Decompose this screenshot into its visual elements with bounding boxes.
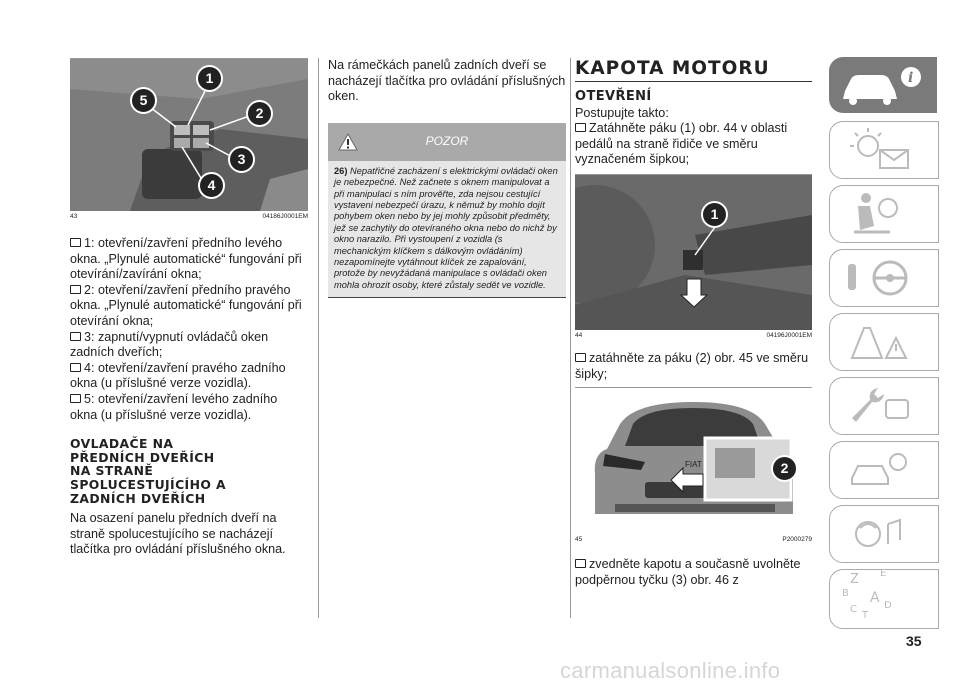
checkbox-bullet-icon [70,332,81,341]
tab-road-hazard[interactable] [829,313,939,371]
steering-wheel-icon [830,250,938,306]
checkbox-bullet-icon [575,353,586,362]
intro-text: Postupujte takto: [575,105,669,120]
pedal-area-drawing [575,175,812,330]
brand-logo: FIAT [685,460,702,470]
tab-car-info[interactable] [829,57,937,113]
column-1 [70,58,308,558]
warning-header [328,123,566,161]
tab-multimedia[interactable] [829,505,939,563]
svg-text:i: i [908,70,914,86]
watermark: carmanualsonline.info [560,658,781,683]
airbag-seat-icon [830,186,938,242]
tab-car-spec[interactable] [829,441,939,499]
figure-code: 04196J0001EM [766,331,812,339]
figure-43-photo [70,58,308,211]
checkbox-bullet-icon [575,559,586,568]
list-item: 2: otevření/zavření předního pravého okna. „Plynulé automatické“ fungování při otevírání okna; [70,282,302,328]
checkbox-bullet-icon [70,238,81,247]
figure-45-caption [575,536,812,543]
figure-code: 04186J0001EM [262,213,308,220]
callout-1: 1 [196,65,223,92]
figure-code: P2000279 [782,536,812,544]
section-heading: OVLADAČE NA PŘEDNÍCH DVEŘÍCH NA STRANĚ SPOLUCESTUJÍCÍHO A ZADNÍCH DVEŘÍCH [70,436,226,506]
car-info-icon [829,57,937,113]
callout-5: 5 [130,87,157,114]
list-item: 5: otevření/zavření levého zadního okna (u příslušné verze vozidla). [70,391,278,422]
column-2 [328,58,566,298]
figure-number: 43 [70,213,78,220]
door-panel-drawing [70,59,308,211]
figure-number: 44 [575,331,583,339]
figure-44-photo [575,174,812,330]
callout-2: 2 [246,100,273,127]
callout-4: 4 [198,172,225,199]
tab-airbag-seat[interactable] [829,185,939,243]
car-spec-icon [830,442,938,498]
checkbox-bullet-icon [70,394,81,403]
title-rule [575,81,812,82]
road-hazard-icon [830,314,938,370]
wrench-service-icon [830,378,938,434]
checkbox-bullet-icon [70,363,81,372]
list-item: 4: otevření/zavření pravého zadního okna (u příslušné verze vozidla). [70,360,286,391]
callout-1: 1 [701,201,728,228]
callout-2: 2 [771,455,798,482]
column-divider [570,58,571,618]
subsection-title: OTEVŘENÍ [575,89,652,104]
tab-steering[interactable] [829,249,939,307]
warning-title: POZOR [425,133,469,148]
multimedia-icon [830,506,938,562]
figure-44-caption [575,332,812,339]
callout-3: 3 [228,146,255,173]
intro-paragraph: Na rámečkách panelů zadních dveří se nacházejí tlačítka pro ovládání příslušných oken. [328,58,566,104]
list-item: 3: zapnutí/vypnutí ovládačů oken zadních dveřích; [70,329,269,360]
figure-45-photo [575,394,812,534]
warning-number: 26) [334,165,348,176]
tab-service[interactable] [829,377,939,435]
list-item: zatáhněte za páku (2) obr. 45 ve směru šipky; [575,350,809,381]
list-item: 1: otevření/zavření předního levého okna. „Plynulé automatické“ fungování při otevírání/zavírání okna; [70,236,302,282]
chapter-title: KAPOTA MOTORU [575,58,770,79]
warning-lights-icon [830,122,938,178]
column-3 [575,58,812,588]
checkbox-bullet-icon [575,123,586,132]
figure-43-caption [70,213,308,220]
section-paragraph: Na osazení panelu předních dveří na straně spolucestujícího se nacházejí tlačítka pro ovládání příslušného okna. [70,511,286,557]
tab-index[interactable] [829,569,939,629]
list-item: Zatáhněte páku (1) obr. 44 v oblasti pedálů na straně řidiče ve směru vyznačeném šipkou; [575,121,788,167]
figure-rule [575,387,812,388]
warning-text: 26) Nepatřičné zacházení s elektrickými ovládači oken je nebezpečné. Než začnete s oknem manipulovat a při manipulaci s ním prověřte, zda nejsou cestující vystaveni nebezpečí úrazu, k němuž by mohlo dojít pohybem oken nebo by jej mohly způsobit předměty, jež se zachytily do otevíraného okna nebo do nichž by okno narazilo. Při vystoupení z vozidla (s mechanickým klíčkem s dálkovým ovládáním) nezapomínejte vytáhnout klíček ze zapalování, protože by nevyžádaná manipulace s ovládači oken mohla ohrozit osoby, které zůstaly sedět ve vozidle. [328,161,566,298]
list-item: zvedněte kapotu a současně uvolněte podpěrnou tyčku (3) obr. 46 z [575,557,801,587]
tab-warning-lights[interactable] [829,121,939,179]
page-number: 35 [906,633,922,649]
column-divider [318,58,319,618]
index-icon: Z E B A C T D [842,568,892,621]
warning-box [328,123,566,298]
figure-number: 45 [575,536,583,544]
checkbox-bullet-icon [70,285,81,294]
